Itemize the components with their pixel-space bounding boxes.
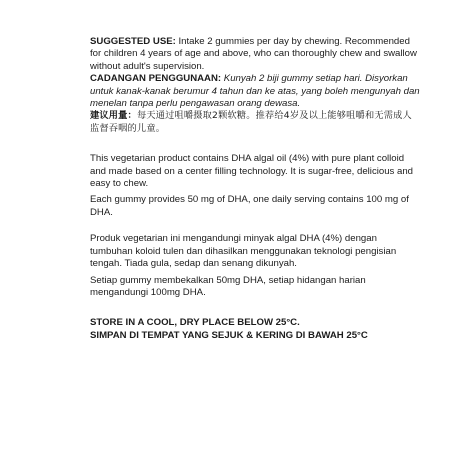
description-english-paragraph-1: This vegetarian product contains DHA algal oil (4%) with pure plant colloid and made based on a center filling technology. It is sugar-free, delicious and easy to chew. bbox=[90, 153, 414, 190]
usage-english-text: Intake 2 gummies per day by chewing. Recommended for children 4 years of age and above, who can thoroughly chew and swallow without adult's supervision. bbox=[90, 36, 417, 72]
usage-english bbox=[90, 36, 420, 73]
description-english bbox=[90, 153, 420, 219]
storage-english: STORE IN A COOL, DRY PLACE BELOW 25°C. bbox=[90, 317, 300, 329]
usage-chinese bbox=[90, 110, 420, 135]
usage-malay bbox=[90, 73, 420, 110]
usage-section bbox=[90, 36, 420, 135]
product-label-text bbox=[90, 36, 420, 342]
usage-chinese-text: 每天通过咀嚼摄取2颗软糖。推荐给4岁及以上能够咀嚼和无需成人监督吞咽的儿童。 bbox=[90, 110, 412, 134]
description-malay-paragraph-2: Setiap gummy membekalkan 50mg DHA, setiap hidangan harian mengandungi 100mg DHA. bbox=[90, 274, 366, 298]
usage-malay-heading: CADANGAN PENGGUNAAN: bbox=[90, 73, 222, 85]
description-malay-paragraph-1: Produk vegetarian ini mengandungi minyak algal DHA (4%) dengan tumbuhan koloid tulen dan dihasilkan menggunakan teknologi pengisian tengah. Tiada gula, sedap dan senang dikunyah. bbox=[90, 233, 397, 270]
usage-chinese-heading: 建议用量： bbox=[90, 110, 137, 122]
usage-english-heading: SUGGESTED USE: bbox=[90, 36, 176, 47]
description-malay bbox=[90, 233, 420, 299]
storage-malay: SIMPAN DI TEMPAT YANG SEJUK & KERING DI BAWAH 25°C bbox=[90, 329, 368, 341]
storage-instructions bbox=[90, 317, 420, 342]
usage-malay-text: Kunyah 2 biji gummy setiap hari. Disyorkan untuk kanak-kanak berumur 4 tahun dan ke atas, yang boleh mengunyah dan menelan tanpa perlu pengawasan orang dewasa. bbox=[90, 73, 420, 110]
description-english-paragraph-2: Each gummy provides 50 mg of DHA, one daily serving contains 100 mg of DHA. bbox=[90, 194, 409, 218]
